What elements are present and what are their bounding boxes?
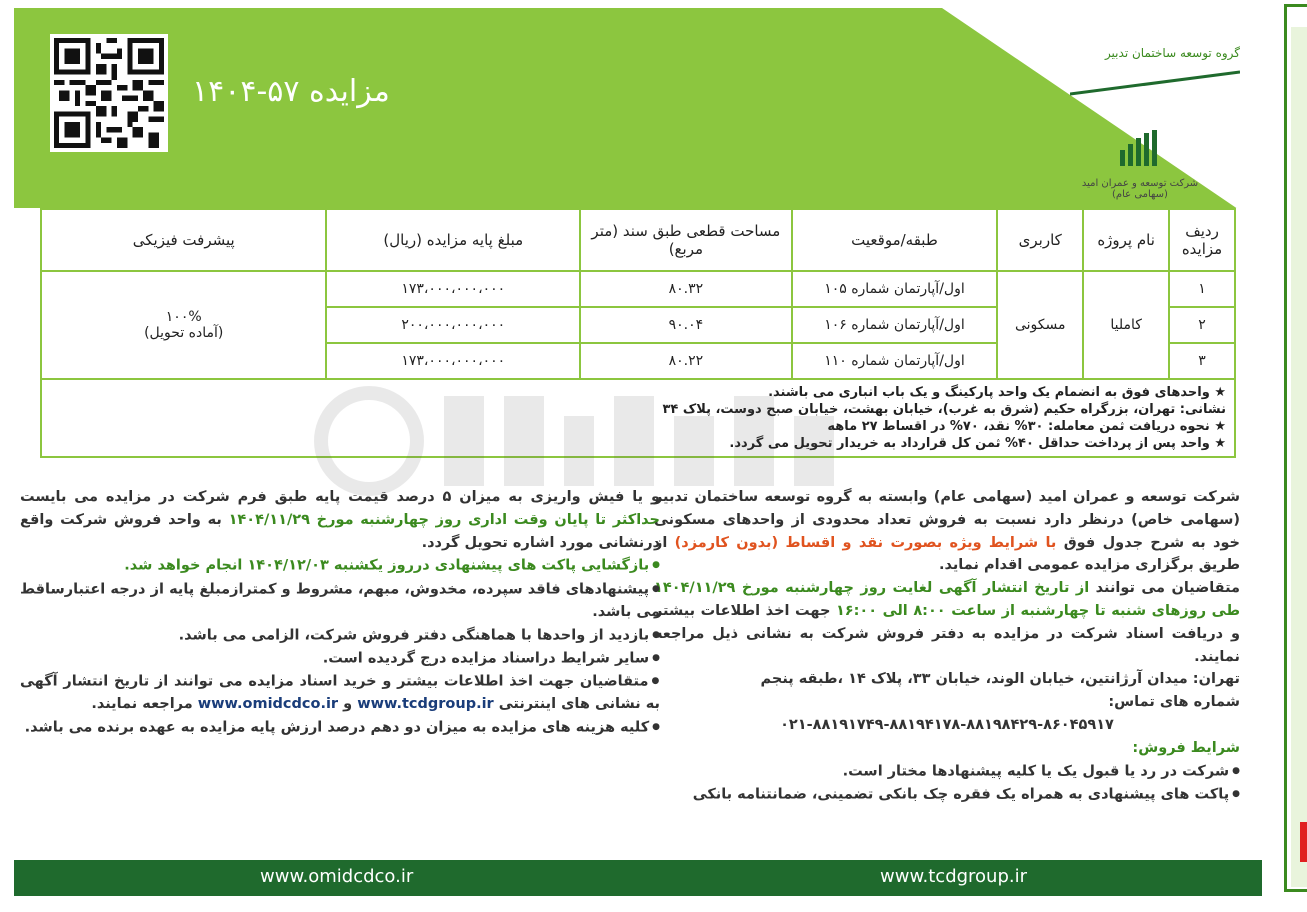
other-terms-note: ● سایر شرایط دراسناد مزایده درج گردیده است. [20, 647, 660, 670]
websites-paragraph [20, 670, 660, 716]
table-row [41, 271, 1235, 307]
right-text-column [654, 486, 1240, 806]
header-area: مساحت قطعی طبق سند (متر مربع) [580, 209, 792, 271]
physical-progress [41, 271, 326, 379]
header-project-name: نام پروژه [1083, 209, 1169, 271]
location: اول/آپارتمان شماره ۱۱۰ [792, 343, 998, 379]
progress-percent: ۱۰۰% [165, 309, 202, 325]
applicants-text-end: جهت اخذ اطلاعات بیشتر و دریافت اسناد شرکت در مزایده به دفتر فروش شرکت به نشانی ذیل مراجعه نمایند. [654, 602, 1240, 665]
visit-note: ● بازدید از واحدها با هماهنگی دفتر فروش شرکت، الزامی می باشد. [20, 624, 660, 647]
table-header-row [41, 209, 1235, 271]
deposit-paragraph [20, 486, 660, 554]
intro-text: شرکت توسعه و عمران امید (سهامی عام) وابسته به گروه توسعه ساختمان تدبیر (سهامی خاص) درنظر دارد نسبت به فروش تعداد محدودی از واحدهای مسکونی خود به شرح جدول فوق [654, 489, 1240, 551]
table-notes-row [41, 379, 1235, 457]
row-number: ۲ [1169, 307, 1235, 343]
auction-advertisement [14, 8, 1262, 896]
auction-title: مزایده ۵۷-۱۴۰۴ [192, 74, 390, 109]
location: اول/آپارتمان شماره ۱۰۵ [792, 271, 998, 307]
header-usage: کاربری [997, 209, 1083, 271]
special-terms-highlight: با شرایط ویژه بصورت نقد و اقساط (بدون کارمزد) [674, 534, 1057, 551]
opening-date: ● بازگشایی پاکت های پیشنهادی درروز یکشنبه ۱۴۰۴/۱۲/۰۳ انجام خواهد شد. [20, 554, 660, 577]
applicants-text: متقاضیان می توانند [1089, 580, 1240, 597]
base-price: ۲۰۰،۰۰۰،۰۰۰،۰۰۰ [326, 307, 580, 343]
deposit-text-end: به واحد فروش شرکت واقع درنشانی مورد اشاره تحویل گردد. [20, 511, 660, 551]
usage: مسکونی [997, 271, 1083, 379]
footer-omidcdco-link[interactable]: www.omidcdco.ir [260, 866, 414, 887]
footer-bar [14, 860, 1262, 896]
term-item: ● پاکت های پیشنهادی به همراه یک فقره چک بانکی تضمینی، ضمانتنامه بانکی [654, 783, 1240, 806]
table-notes [41, 379, 1235, 457]
qr-code [50, 34, 168, 152]
omid-logo-icon [1118, 130, 1162, 168]
websites-text-end: مراجعه نمایند. [91, 696, 198, 713]
side-ad-inner [1291, 27, 1307, 887]
applicants-paragraph [654, 577, 1240, 668]
area: ۸۰.۳۲ [580, 271, 792, 307]
invalid-bids-note: ● پیشنهادهای فاقد سپرده، مخدوش، مبهم، مشروط و کمترازمبلغ پایه از درجه اعتبارساقط می باشد. [20, 578, 660, 624]
websites-and: و [338, 696, 358, 713]
note-parking: ★ واحدهای فوق به انضمام یک واحد پارکینگ و یک باب انباری می باشند. [768, 385, 1226, 400]
header-base-price: مبلغ پایه مزایده (ریال) [326, 209, 580, 271]
note-address: نشانی: تهران، بزرگراه حکیم (شرق به غرب)، خیابان بهشت، خیابان صبح دوست، پلاک ۳۴ [662, 402, 1226, 417]
logo-swoosh-icon [1070, 66, 1240, 96]
auction-table [40, 208, 1236, 458]
deposit-text: و یا فیش واریزی به میزان ۵ درصد قیمت پایه طبق فرم شرکت در مزایده می بایست [20, 489, 661, 505]
company-subtitle: (سهامی عام) [1112, 189, 1168, 200]
fees-note: ● کلیه هزینه های مزایده به میزان دو دهم درصد ارزش پایه مزایده به عهده برنده می باشد. [20, 716, 660, 739]
intro-paragraph [654, 486, 1240, 577]
left-text-column [20, 486, 660, 739]
intro-text-end: از طریق برگزاری مزایده عمومی اقدام نماید. [654, 534, 1240, 574]
side-ad-strip [1284, 4, 1307, 892]
header-row-number: ردیف مزایده [1169, 209, 1235, 271]
company-logo-name [1070, 178, 1210, 200]
company-name: شرکت توسعه و عمران امید [1081, 178, 1199, 189]
omidcdco-link[interactable]: www.omidcdco.ir [197, 696, 339, 713]
term-item: ● شرکت در رد یا قبول یک یا کلیه پیشنهادها مختار است. [654, 760, 1240, 783]
note-delivery: ★ واحد پس از پرداخت حداقل ۴۰% ثمن کل قرارداد به خریدار تحویل می گردد. [729, 436, 1226, 451]
tcdgroup-link[interactable]: www.tcdgroup.ir [357, 696, 494, 713]
schedule-highlight: از تاریخ انتشار آگهی لغایت روز چهارشنبه مورخ ۱۴۰۴/۱۱/۲۹ طی روزهای شنبه تا چهارشنبه از ساعت ۸:۰۰ الی ۱۶:۰۰ [654, 580, 1241, 619]
office-address: تهران: میدان آرژانتین، خیابان الوند، خیابان ۳۳، پلاک ۱۴ ،طبقه پنجم [760, 671, 1240, 688]
base-price: ۱۷۳،۰۰۰،۰۰۰،۰۰۰ [326, 271, 580, 307]
area: ۹۰.۰۴ [580, 307, 792, 343]
group-logo-name: گروه توسعه ساختمان تدبیر [1104, 46, 1240, 60]
row-number: ۳ [1169, 343, 1235, 379]
terms-label: شرایط فروش: [1132, 739, 1240, 756]
header-progress: پیشرفت فیزیکی [41, 209, 326, 271]
base-price: ۱۷۳،۰۰۰،۰۰۰،۰۰۰ [326, 343, 580, 379]
deadline-highlight: حداکثر تا پایان وقت اداری روز چهارشنبه مورخ ۱۴۰۴/۱۱/۲۹ [228, 511, 660, 528]
area: ۸۰.۲۲ [580, 343, 792, 379]
note-payment: ★ نحوه دریافت ثمن معامله: ۳۰% نقد، ۷۰% در اقساط ۲۷ ماهه [827, 419, 1226, 434]
company-logo [1050, 28, 1240, 218]
phones-label: شماره های تماس: [1108, 694, 1240, 711]
qr-code-icon [54, 38, 164, 148]
footer-tcdgroup-link[interactable]: www.tcdgroup.ir [880, 866, 1028, 887]
side-ad-red-mark [1300, 822, 1307, 862]
websites-text: متقاضیان جهت اخذ اطلاعات بیشتر و خرید اسناد مزایده می توانند از تاریخ انتشار آگهی به نشانی های اینترنتی [20, 673, 660, 713]
phone-numbers: ۰۲۱-۸۸۱۹۱۷۴۹-۸۸۱۹۴۱۷۸-۸۸۱۹۸۴۲۹-۸۶۰۴۵۹۱۷ [780, 716, 1114, 733]
progress-status: (آماده تحویل) [144, 325, 224, 341]
header-location: طبقه/موقعیت [792, 209, 998, 271]
project-name: کاملیا [1083, 271, 1169, 379]
row-number: ۱ [1169, 271, 1235, 307]
location: اول/آپارتمان شماره ۱۰۶ [792, 307, 998, 343]
